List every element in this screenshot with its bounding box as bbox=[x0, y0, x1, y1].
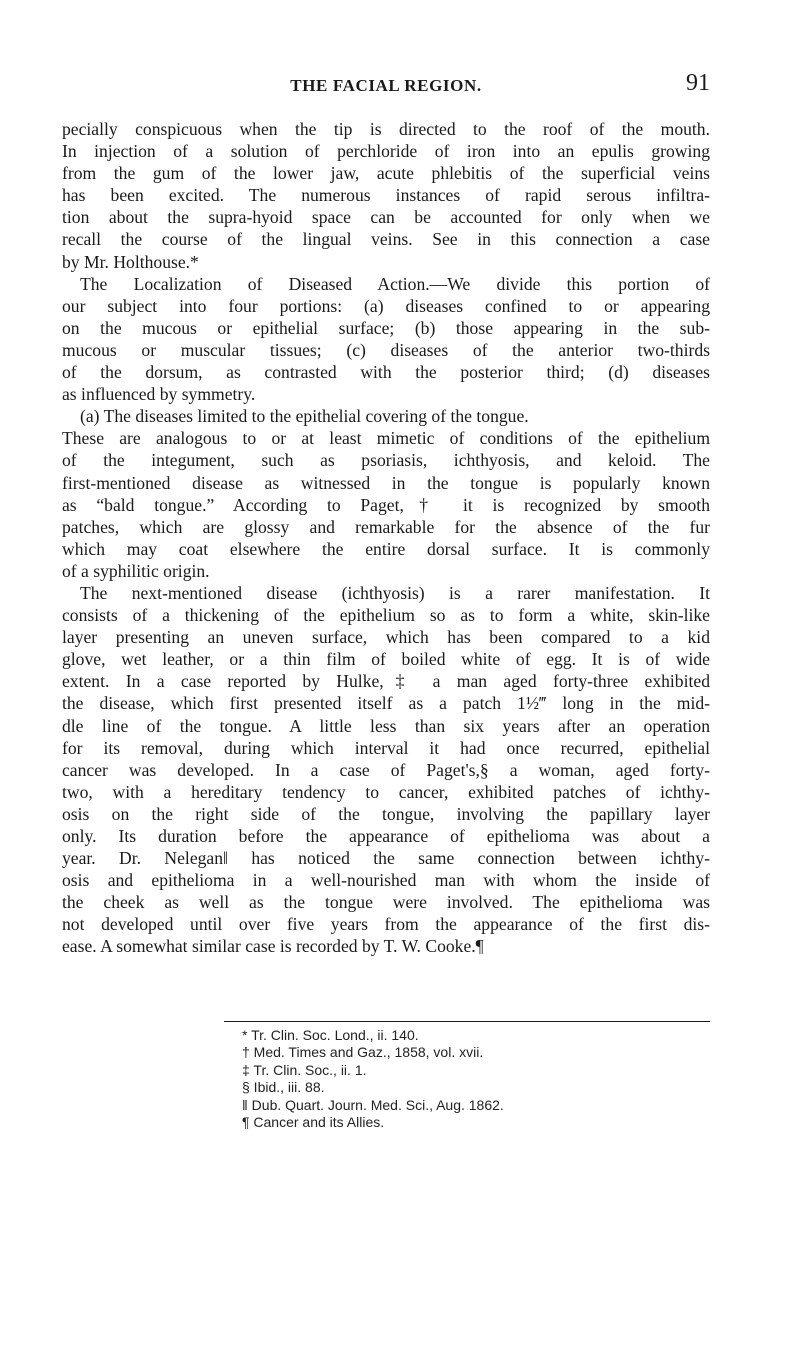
page-number: 91 bbox=[686, 70, 710, 96]
page-header bbox=[62, 70, 710, 100]
footnote: § Ibid., iii. 88. bbox=[242, 1079, 325, 1096]
text-line: from the gum of the lower jaw, acute phlebitis of the superficial veins bbox=[62, 163, 710, 184]
text-line: of the dorsum, as contrasted with the posterior third; (d) diseases bbox=[62, 362, 710, 383]
text-line: of the integument, such as psoriasis, ichthyosis, and keloid. The bbox=[62, 450, 710, 471]
text-line: two, with a hereditary tendency to cancer, exhibited patches of ichthy- bbox=[62, 781, 710, 802]
text-line: first-mentioned disease as witnessed in the tongue is popularly known bbox=[62, 472, 710, 493]
text-line: ease. A somewhat similar case is recorded by T. W. Cooke.¶ bbox=[62, 936, 484, 957]
text-line: layer presenting an uneven surface, which has been compared to a kid bbox=[62, 627, 710, 648]
footnote: ‡ Tr. Clin. Soc., ii. 1. bbox=[242, 1061, 367, 1078]
text-line: our subject into four portions: (a) diseases confined to or appearing bbox=[62, 295, 710, 316]
text-line: pecially conspicuous when the tip is directed to the roof of the mouth. bbox=[62, 119, 710, 139]
text-line: as influenced by symmetry. bbox=[62, 384, 256, 405]
footnote-divider bbox=[224, 1021, 710, 1022]
text-line: as “bald tongue.” According to Paget,† it is recognized by smooth bbox=[62, 494, 710, 515]
body-text bbox=[62, 118, 710, 958]
text-line: The next-mentioned disease (ichthyosis) is a rarer manifestation. It bbox=[80, 582, 710, 603]
text-line: osis on the right side of the tongue, involving the papillary layer bbox=[62, 803, 710, 824]
text-line: glove, wet leather, or a thin film of boiled white of egg. It is of wide bbox=[62, 649, 710, 670]
text-line: dle line of the tongue. A little less than six years after an operation bbox=[62, 715, 710, 736]
text-line: on the mucous or epithelial surface; (b) those appearing in the sub- bbox=[62, 317, 710, 338]
text-line: extent. In a case reported by Hulke,‡ a man aged forty-three exhibited bbox=[62, 671, 710, 692]
text-line: year. Dr. Nelegan‖ has noticed the same connection between ichthy- bbox=[62, 848, 710, 869]
text-line: consists of a thickening of the epithelium so as to form a white, skin-like bbox=[62, 605, 710, 626]
footnote: ¶ Cancer and its Allies. bbox=[242, 1114, 385, 1131]
text-line: for its removal, during which interval it had once recurred, epithelial bbox=[62, 737, 710, 758]
text-line: patches, which are glossy and remarkable for the absence of the fur bbox=[62, 516, 710, 537]
text-line: The Localization of Diseased Action.—We divide this portion of bbox=[80, 273, 710, 294]
text-line: (a) The diseases limited to the epithelial covering of the tongue. bbox=[80, 406, 529, 427]
text-line: osis and epithelioma in a well-nourished man with whom the inside of bbox=[62, 870, 710, 891]
footnote: * Tr. Clin. Soc. Lond., ii. 140. bbox=[242, 1027, 419, 1043]
footnotes bbox=[242, 1027, 504, 1131]
text-line: In injection of a solution of perchloride of iron into an epulis growing bbox=[62, 141, 710, 162]
text-line: not developed until over five years from the appearance of the first dis- bbox=[62, 914, 710, 935]
text-line: by Mr. Holthouse.* bbox=[62, 251, 199, 272]
footnote: ‖ Dub. Quart. Journ. Med. Sci., Aug. 1862. bbox=[242, 1096, 504, 1113]
text-line: mucous or muscular tissues; (c) diseases of the anterior two-thirds bbox=[62, 339, 710, 360]
text-line: These are analogous to or at least mimetic of conditions of the epithelium bbox=[62, 428, 710, 449]
text-line: which may coat elsewhere the entire dorsal surface. It is commonly bbox=[62, 538, 710, 559]
running-title: THE FACIAL REGION. bbox=[290, 76, 482, 95]
text-line: tion about the supra-hyoid space can be accounted for only when we bbox=[62, 207, 710, 228]
text-line: the cheek as well as the tongue were involved. The epithelioma was bbox=[62, 892, 710, 913]
text-line: only. Its duration before the appearance of epithelioma was about a bbox=[62, 826, 710, 846]
text-line: has been excited. The numerous instances of rapid serous infiltra- bbox=[62, 185, 710, 206]
footnote: † Med. Times and Gaz., 1858, vol. xvii. bbox=[242, 1044, 484, 1061]
text-line: recall the course of the lingual veins. See in this connection a case bbox=[62, 229, 710, 250]
text-line: cancer was developed. In a case of Paget's,§ a woman, aged forty- bbox=[62, 759, 710, 780]
text-line: the disease, which first presented itself as a patch 1½‴ long in the mid- bbox=[62, 693, 710, 714]
text-line: of a syphilitic origin. bbox=[62, 560, 210, 581]
